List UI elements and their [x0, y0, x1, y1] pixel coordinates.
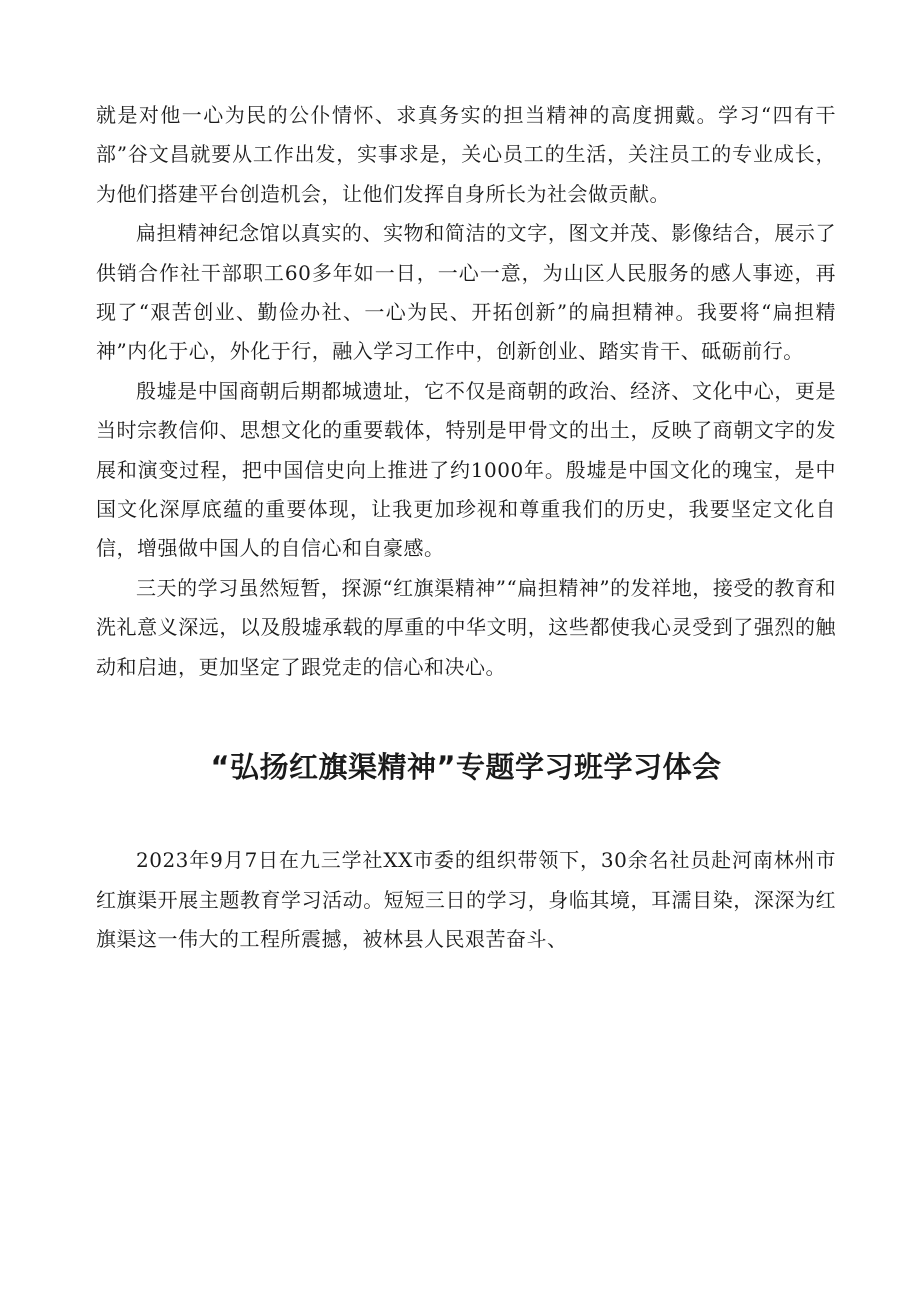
- document-body: [96, 96, 836, 959]
- section-title: “弘扬红旗渠精神”专题学习班学习体会: [210, 750, 722, 785]
- paragraph-hongqiqu-intro: 2023年9月7日在九三学社XX市委的组织带领下，30余名社员赴河南林州市红旗渠开展主题教育学习活动。短短三日的学习，身临其境，耳濡目染，深深为红旗渠这一伟大的工程所震撼，被林县人民艰苦奋斗、: [96, 848, 836, 951]
- paragraph-yinxu: 殷墟是中国商朝后期都城遗址，它不仅是商朝的政治、经济、文化中心，更是当时宗教信仰、思想文化的重要载体，特别是甲骨文的出土，反映了商朝文字的发展和演变过程，把中国信史向上推进了约1000年。殷墟是中国文化的瑰宝，是中国文化深厚底蕴的重要体现，让我更加珍视和尊重我们的历史，我要坚定文化自信，增强做中国人的自信心和自豪感。: [96, 378, 836, 561]
- paragraph-gu-wenchang: 就是对他一心为民的公仆情怀、求真务实的担当精神的高度拥戴。学习“四有干部”谷文昌就要从工作出发，实事求是，关心员工的生活，关注员工的专业成长，为他们搭建平台创造机会，让他们发挥自身所长为社会做贡献。: [96, 103, 836, 206]
- paragraph-biandan-spirit: 扁担精神纪念馆以真实的、实物和简洁的文字，图文并茂、影像结合，展示了供销合作社干部职工60多年如一日，一心一意，为山区人民服务的感人事迹，再现了“艰苦创业、勤俭办社、一心为民、开拓创新”的扁担精神。我要将“扁担精神”内化于心，外化于行，融入学习工作中，创新创业、踏实肯干、砥砺前行。: [96, 221, 836, 364]
- paragraph-summary: 三天的学习虽然短暂，探源“红旗渠精神”“扁担精神”的发祥地，接受的教育和洗礼意义深远，以及殷墟承载的厚重的中华文明，这些都使我心灵受到了强烈的触动和启迪，更加坚定了跟党走的信心和决心。: [96, 575, 836, 679]
